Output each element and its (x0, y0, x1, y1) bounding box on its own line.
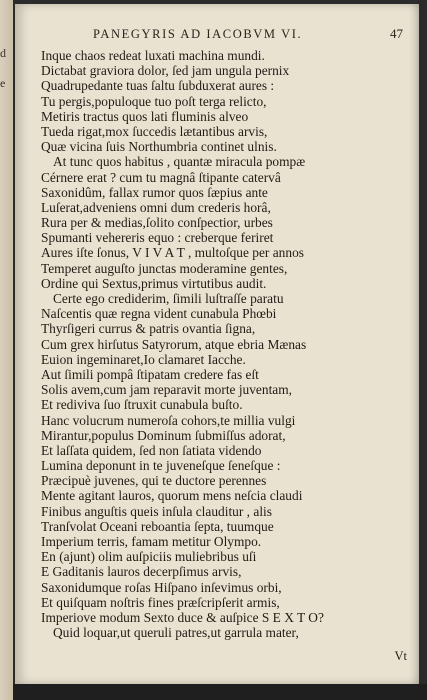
previous-page-fragment: e (0, 76, 6, 90)
verse-line: Hanc volucrum numeroſa cohors,te millia vulgi (41, 412, 296, 428)
verse-line: Temperet auguſto junctas moderamine gentes, (41, 260, 288, 276)
verse-line: Mente agitant lauros, quorum mens neſcia claudi (41, 488, 303, 504)
verse-line: Et laſſata quidem, ſed non ſatiata videndo (41, 442, 262, 458)
verse-line: Tranſvolat Oceani reboantia ſepta, tuumque (41, 518, 274, 534)
verse-line: Et quiſquam noſtris fines præſcripſerit armis, (41, 594, 280, 610)
verse-line: Aures iſte ſonus, V I V A T , multoſque per annos (41, 245, 304, 261)
verse-line: Et rediviva ſuo ſtruxit cunabula buſto. (41, 397, 243, 413)
verse-line: En (ajunt) olim auſpiciis muliebribus uſi (41, 549, 257, 565)
previous-page-fragment: d (0, 46, 6, 60)
verse-line: Quadrupedante tuas ſaltu ſubduxerat aures : (41, 78, 275, 94)
bottom-edge (13, 684, 427, 700)
verse-line: Tueda rigat,mox ſuccedis lætantibus arvis, (41, 123, 268, 139)
verse-line: E Gaditanis lauros decerpſimus arvis, (41, 564, 242, 580)
page-fold-shadow (409, 4, 419, 684)
verse-line: Quæ vicina ſuis Northumbria continet ulnis. (41, 139, 277, 155)
verse-text (41, 48, 413, 640)
verse-line: Aut ſimili pompâ ſtipatam credere fas eſt (41, 366, 259, 382)
verse-line: Saxonidumque roſas Hiſpano inſevimus orbi, (41, 579, 282, 595)
verse-line: Cum grex hirſutus Satyrorum, atque ebria Mænas (41, 336, 307, 352)
verse-line: Tu pergis,populoque tuo poſt terga relicto, (41, 93, 267, 109)
verse-line: Mirantur,populus Dominum ſubmiſſus adorat, (41, 427, 286, 443)
verse-line: Ordine qui Sextus,primus virtutibus audit. (41, 275, 267, 291)
verse-line: Luſerat,adveniens omni dum crederis horâ, (41, 199, 271, 215)
verse-line: Inque chaos redeat luxati machina mundi. (41, 48, 265, 63)
verse-line: Rura per & medias,ſolito conſpectior, urbes (41, 215, 273, 231)
verse-line: Spumanti vehereris equo : creberque feriret (41, 230, 274, 246)
verse-line: Solis avem,cum jam reparavit morte juventam, (41, 382, 293, 398)
catchword: Vt (394, 649, 407, 663)
verse-line: Imperiove modum Sexto duce & auſpice S E X T O? (41, 609, 324, 625)
verse-line: Certe ego crediderim, ſimili luſtraſſe paratu (53, 291, 284, 306)
book-page (15, 4, 419, 684)
verse-line: Euion ingeminaret,Io clamaret Iacche. (41, 351, 246, 367)
verse-line: Dictabat graviora dolor, ſed jam ungula pernix (41, 63, 290, 79)
verse-line: Saxonidûm, fallax rumor quos ſæpius ante (41, 184, 268, 200)
running-head (77, 27, 407, 45)
verse-line: Naſcentis quæ regna vident cunabula Phœbi (41, 306, 277, 322)
verse-line: Finibus anguſtis queis inſula clauditur , alis (41, 503, 272, 519)
running-title: PANEGYRIS AD IACOBVM VI. (93, 27, 303, 41)
page-number: 47 (390, 26, 403, 41)
verse-line: Thyrſigeri currus & patris ovantia ſigna, (41, 321, 256, 337)
previous-page-edge (0, 0, 13, 700)
verse-line: At tunc quos habitus , quantæ miracula pompæ (53, 154, 306, 170)
verse-line: Quid loquar,ut queruli patres,ut garrula mater, (53, 625, 299, 641)
verse-line: Præcipuè juvenes, qui te ductore perennes (41, 473, 267, 489)
verse-line: Cérnere erat ? cum tu magnâ ſtipante catervâ (41, 169, 281, 185)
verse-line: Imperium terris, famam metitur Olympo. (41, 534, 262, 549)
verse-line: Metiris tractus quos lati fluminis alveo (41, 108, 249, 124)
verse-line: Lumina deponunt in te juveneſque ſeneſque : (41, 458, 281, 474)
